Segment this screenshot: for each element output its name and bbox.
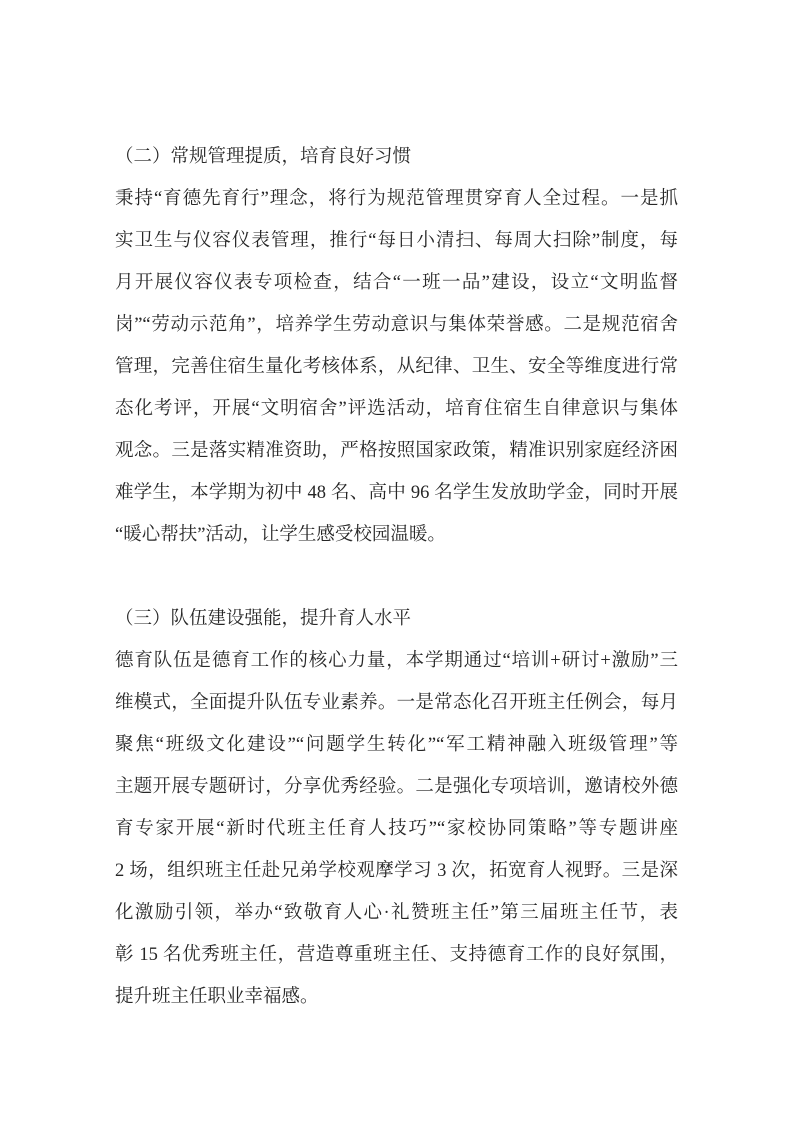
text-line: 彰 15 名优秀班主任，营造尊重班主任、支持德育工作的良好氛围， bbox=[115, 945, 678, 965]
text-line: 化激励引领，举办“致敬育人心·礼赞班主任”第三届班主任节，表 bbox=[115, 903, 678, 923]
text-line: 德育队伍是德育工作的核心力量，本学期通过“培训+研讨+激励”三 bbox=[115, 651, 678, 671]
section-3 bbox=[115, 598, 678, 1018]
text-line: 月开展仪容仪表专项检查，结合“一班一品”建设，设立“文明监督 bbox=[115, 273, 678, 293]
text-line: 实卫生与仪容仪表管理，推行“每日小清扫、每周大扫除”制度，每 bbox=[115, 231, 678, 251]
text-line: 提升班主任职业幸福感。 bbox=[115, 987, 319, 1007]
section-3-heading: （三）队伍建设强能，提升育人水平 bbox=[115, 609, 412, 629]
text-line: “暖心帮扶”活动，让学生感受校园温暖。 bbox=[115, 525, 446, 545]
text-line: 育专家开展“新时代班主任育人技巧”“家校协同策略”等专题讲座 bbox=[115, 819, 678, 839]
section-2 bbox=[115, 136, 678, 556]
text-line: 观念。三是落实精准资助，严格按照国家政策，精准识别家庭经济困 bbox=[115, 441, 678, 461]
text-line: 2 场，组织班主任赴兄弟学校观摩学习 3 次，拓宽育人视野。三是深 bbox=[115, 861, 678, 881]
text-line: 岗”“劳动示范角”，培养学生劳动意识与集体荣誉感。二是规范宿舍 bbox=[115, 315, 678, 335]
text-line: 难学生，本学期为初中 48 名、高中 96 名学生发放助学金，同时开展 bbox=[115, 483, 678, 503]
section-2-heading: （二）常规管理提质，培育良好习惯 bbox=[115, 147, 412, 167]
text-line: 聚焦“班级文化建设”“问题学生转化”“军工精神融入班级管理”等 bbox=[115, 735, 678, 755]
text-line: 态化考评，开展“文明宿舍”评选活动，培育住宿生自律意识与集体 bbox=[115, 399, 678, 419]
text-line: 管理，完善住宿生量化考核体系，从纪律、卫生、安全等维度进行常 bbox=[115, 357, 678, 377]
text-line: 主题开展专题研讨，分享优秀经验。二是强化专项培训，邀请校外德 bbox=[115, 777, 678, 797]
text-line: 维模式，全面提升队伍专业素养。一是常态化召开班主任例会，每月 bbox=[115, 693, 678, 713]
text-line: 秉持“育德先育行”理念，将行为规范管理贯穿育人全过程。一是抓 bbox=[115, 189, 678, 209]
